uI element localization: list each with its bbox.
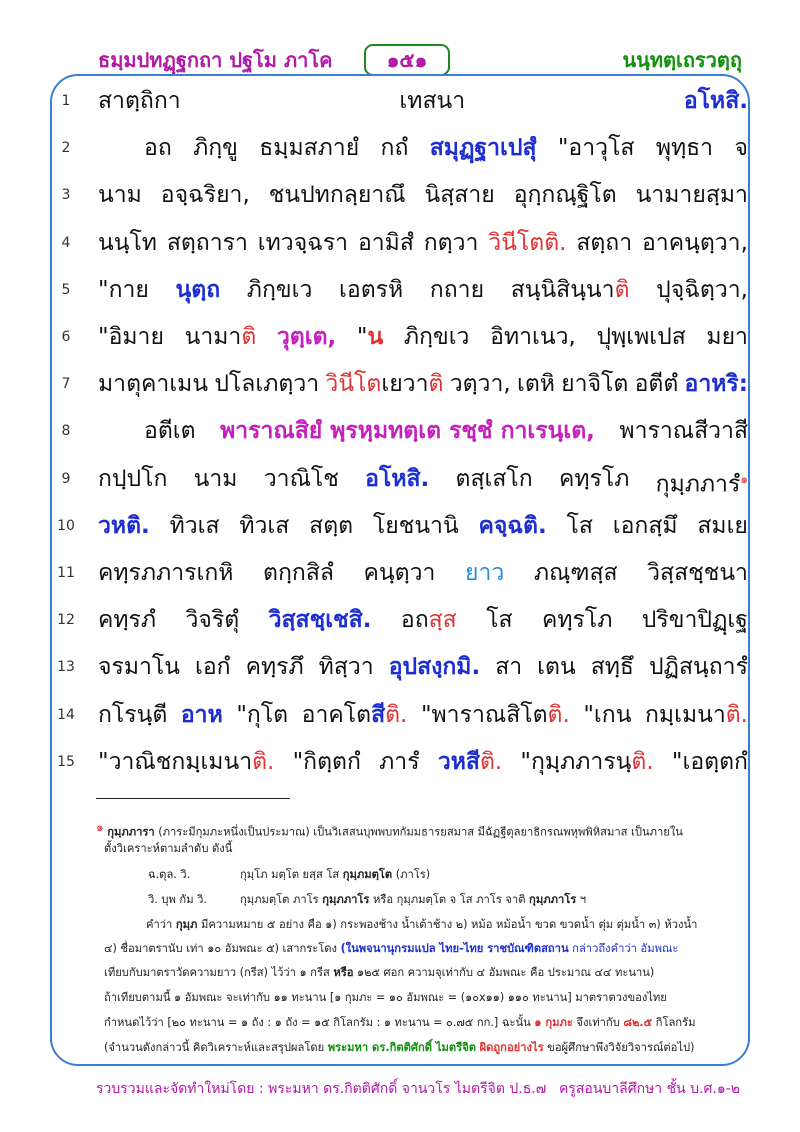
word-part: อาคโต bbox=[301, 701, 372, 728]
line-number: 13 bbox=[57, 659, 75, 676]
word: นาม bbox=[98, 182, 142, 209]
footnote-para-7: (จำนวนดังกล่าวนี้ คิดวิเคราะห์และสรุปผลโดย พระมหา ดร.กิตติศักดิ์ ไมตรีจิต ผิดถูกอย่างไร ขอผู้ศึกษาพึงวิจัยวิจารณ์ต่อไป) bbox=[104, 1041, 695, 1054]
footnote-para-4: เทียบกับมาตราวัดความยาว (กรีส) ไว้ว่า ๑ กรีส หรือ ๑๒๕ ศอก ความจุเท่ากับ ๔ อัมพณะ คือ ประมาณ ๔๔ ทะนาน) bbox=[104, 966, 655, 979]
line-number: 5 bbox=[61, 281, 71, 298]
line-text bbox=[98, 317, 748, 357]
word: คทฺรโภ bbox=[541, 607, 613, 634]
word: มาตุคาเมน bbox=[98, 371, 209, 398]
word: โส bbox=[486, 607, 513, 634]
word: ปุจฺฉิตฺวา, bbox=[656, 276, 748, 303]
word-part: ติ bbox=[428, 371, 444, 398]
word bbox=[645, 695, 748, 735]
page-number: ๑๕๑ bbox=[364, 44, 450, 76]
word-part: "วาณิชกมฺเมนา bbox=[98, 748, 253, 775]
line-number: 14 bbox=[57, 706, 75, 723]
word: ทิสฺวา bbox=[318, 654, 374, 681]
word: กตฺวา bbox=[423, 229, 479, 256]
word: กปฺปโก bbox=[98, 465, 168, 492]
word: พุทฺธา bbox=[655, 135, 714, 162]
word: ปโลเภตฺวา bbox=[214, 371, 320, 398]
word: นามายสฺมา bbox=[635, 182, 748, 209]
word: กถํ bbox=[380, 135, 409, 162]
footnote-para-5: ถ้าเทียบตามนี้ ๑ อัมพณะ จะเท่ากับ ๑๑ ทะนาน [๑ กุมภะ = ๑๐ อัมพณะ = (๑๐x๑๑) ๑๑๐ ทะนาน] มาตราตวงของไทย bbox=[104, 991, 667, 1004]
word: "เอตฺตกํ bbox=[671, 748, 748, 775]
word-part: ติ. bbox=[547, 701, 570, 728]
word-part: "พาราณสิโต bbox=[420, 701, 548, 728]
word-part: ติ bbox=[614, 276, 630, 303]
word: สมุฏฺฐาเปสุํ bbox=[429, 135, 537, 162]
footnote-para-1: $^๑$ กุมฺภภารา (ภาระมีกุมภะหนึ่งเป็นประมาณ) เป็นวิเสสนบุพพบทกัมมธารยสมาส มีฉัฏฐีตุลยาธิกรณพหุพพิหิสมาส เป็นภายใน bbox=[96, 820, 683, 839]
word: "อิมาย bbox=[98, 324, 164, 350]
word: เอกสฺมึ bbox=[612, 512, 678, 539]
line-number: 2 bbox=[61, 140, 71, 157]
word: วิจริตุํ bbox=[185, 607, 240, 634]
word: ชนปทกลฺยาณึ bbox=[268, 182, 406, 209]
word-part: วินีโต bbox=[325, 371, 382, 398]
line-number: 10 bbox=[57, 517, 75, 534]
word: อาคนฺตฺวา, bbox=[641, 229, 748, 256]
text-line bbox=[0, 270, 800, 310]
line-number: 12 bbox=[57, 612, 75, 629]
word: อตีตํ bbox=[634, 371, 679, 398]
word: วาณิโช bbox=[263, 465, 339, 492]
word: คจฺฉติ. bbox=[478, 512, 547, 539]
word: ภิกฺขเว bbox=[403, 324, 470, 350]
text-line bbox=[0, 742, 800, 782]
line-number: 3 bbox=[61, 187, 71, 204]
word-part: ติ. bbox=[631, 748, 654, 775]
word: เอกํ bbox=[194, 654, 231, 681]
line-number: 8 bbox=[61, 423, 71, 440]
text-line bbox=[0, 317, 800, 357]
word: "เกน bbox=[583, 701, 632, 728]
word: สตฺต bbox=[309, 512, 354, 539]
word: ภณฺฑสฺส bbox=[533, 560, 618, 586]
word: อามิสํ bbox=[357, 229, 414, 256]
text-line bbox=[0, 506, 800, 546]
footnote-divider bbox=[96, 798, 290, 799]
text-line bbox=[0, 175, 800, 215]
word: สทฺธึ bbox=[590, 654, 634, 681]
word-part: สี bbox=[371, 701, 386, 728]
word: อถ bbox=[144, 135, 172, 162]
word: ภารํ bbox=[379, 748, 420, 775]
word: ยาว bbox=[464, 560, 505, 586]
word: จ bbox=[734, 135, 748, 162]
word: คทฺรโภ bbox=[558, 465, 630, 492]
word: วินีโตติ. bbox=[488, 229, 567, 256]
section-title: นนฺทตฺเถรวตฺถุ bbox=[622, 48, 742, 72]
line-number: 15 bbox=[57, 753, 75, 770]
text-line bbox=[0, 81, 800, 121]
word bbox=[98, 742, 274, 782]
word: สตฺถารา bbox=[166, 229, 248, 256]
word-part: เยวา bbox=[381, 371, 429, 398]
line-text bbox=[144, 411, 748, 451]
word: "อาวุโส bbox=[557, 135, 635, 162]
word bbox=[357, 317, 383, 357]
word: พาราณสีวาสี bbox=[619, 418, 748, 445]
word bbox=[656, 459, 748, 505]
word: คนฺตฺวา bbox=[363, 560, 436, 586]
word-part: ติ. bbox=[385, 701, 408, 728]
line-text bbox=[98, 695, 748, 735]
word-part: ติ. bbox=[479, 748, 503, 775]
word: วิสฺสชฺเชสิ. bbox=[268, 607, 372, 634]
word: วตฺวา, bbox=[449, 371, 511, 398]
word: อโหสิ. bbox=[683, 88, 748, 114]
word bbox=[421, 695, 570, 735]
word-part: อถ bbox=[400, 607, 429, 634]
line-text bbox=[98, 364, 748, 404]
word: วหติ. bbox=[98, 512, 150, 539]
word bbox=[511, 270, 630, 310]
word: ปฏิสนฺถารํ bbox=[648, 654, 748, 681]
word-part: ติ. bbox=[725, 701, 748, 728]
footer-credit: รวบรวมและจัดทำใหม่โดย : พระมหา ดร.กิตติศักดิ์ จานวโร ไมตรีจิต ป.ธ.๗ bbox=[96, 1081, 547, 1097]
text-line bbox=[0, 647, 800, 687]
footnote-marker: ๑ bbox=[96, 820, 104, 834]
line-text bbox=[98, 223, 748, 263]
line-text bbox=[98, 81, 748, 121]
footnote-ref: ๑ bbox=[740, 471, 748, 486]
word: นาม bbox=[193, 465, 238, 492]
word: ธมฺมสภายํ bbox=[259, 135, 360, 162]
word: วิสฺสชฺชนา bbox=[647, 560, 748, 586]
word: อุกฺกณฺฐิโต bbox=[513, 182, 617, 209]
word: ทิวเส bbox=[239, 512, 290, 539]
word: เตน bbox=[537, 654, 576, 681]
word bbox=[185, 317, 257, 357]
word: วุตฺเต, bbox=[276, 324, 337, 350]
line-number: 1 bbox=[61, 93, 71, 109]
text-line bbox=[0, 223, 800, 263]
word bbox=[520, 742, 653, 782]
word: ภิกฺขเว bbox=[246, 276, 313, 303]
word: เอตรหิ bbox=[339, 276, 404, 303]
word-part: กมฺเมนา bbox=[645, 701, 726, 728]
word: อุปสงฺกมิ. bbox=[388, 654, 481, 681]
word: มยา bbox=[706, 324, 748, 350]
text-line bbox=[0, 411, 800, 451]
footnote-para-1-cont: ตั้งวิเคราะห์ตามลำดับ ดังนี้ bbox=[104, 842, 233, 855]
word: เตหิ bbox=[516, 371, 555, 398]
footnote-para-6: กำหนดไว้ว่า [๒๐ ทะนาน = ๑ ถัง : ๑ ถัง = ๑๕ กิโลกรัม : ๑ ทะนาน = ๐.๗๕ กก.] ฉะนั้น ๑ กุมภะ จึงเท่ากับ ๘๒.๕ กิโลกรัม bbox=[104, 1016, 696, 1029]
word: ตกฺกสิลํ bbox=[263, 560, 334, 586]
word bbox=[325, 364, 443, 404]
word: คทฺรภภารเกหิ bbox=[98, 560, 234, 586]
line-text bbox=[98, 742, 748, 782]
text-line bbox=[0, 600, 800, 640]
line-text bbox=[98, 459, 748, 505]
line-text bbox=[98, 600, 748, 640]
line-number: 9 bbox=[61, 470, 71, 487]
line-text bbox=[144, 128, 748, 168]
word: อตีเต bbox=[144, 418, 196, 445]
word-part: " bbox=[356, 324, 368, 350]
word: ทิวเส bbox=[169, 512, 220, 539]
word: "กุโต bbox=[236, 701, 289, 728]
word bbox=[401, 600, 457, 640]
word: ปริขาปิฏฺเฐ bbox=[641, 607, 748, 634]
text-line bbox=[0, 695, 800, 735]
word: อาห bbox=[180, 701, 223, 728]
text-line bbox=[0, 128, 800, 168]
word: อจฺฉริยา, bbox=[160, 182, 250, 209]
word: โส bbox=[566, 512, 593, 539]
word: สาตฺถิกา bbox=[98, 88, 181, 114]
word-part: นามา bbox=[184, 324, 242, 350]
word-part: ติ bbox=[241, 324, 257, 350]
word: กถาย bbox=[429, 276, 485, 303]
word: จรมาโน bbox=[98, 654, 180, 681]
word: กโรนฺตี bbox=[98, 701, 168, 728]
line-text bbox=[98, 553, 748, 593]
word-part: น bbox=[367, 324, 384, 350]
word: เทวจฺฉรา bbox=[257, 229, 349, 256]
line-number: 6 bbox=[61, 329, 71, 345]
text-line bbox=[0, 459, 800, 499]
word: คทฺรภํ bbox=[98, 607, 157, 634]
word: ภิกฺขู bbox=[193, 135, 238, 162]
word: ตสฺเสโก bbox=[455, 465, 533, 492]
word: สา bbox=[495, 654, 523, 681]
line-number: 4 bbox=[61, 234, 71, 251]
word-part: สฺส bbox=[428, 607, 457, 634]
word: "กิตฺตกํ bbox=[292, 748, 361, 775]
line-number: 11 bbox=[57, 565, 75, 581]
word: นิสฺสาย bbox=[424, 182, 495, 209]
word-part: วหสี bbox=[437, 748, 480, 775]
word: สตฺถา bbox=[576, 229, 633, 256]
book-title: ธมฺมปทฏฺฐกถา ปฐโม ภาโค bbox=[98, 48, 333, 72]
word: พาราณสิยํ พฺรหฺมทตฺเต รชฺชํ กาเรนฺเต, bbox=[220, 418, 595, 445]
word: อาหริ: bbox=[684, 371, 748, 398]
word: เทสนา bbox=[399, 88, 466, 114]
line-number: 7 bbox=[61, 376, 71, 393]
word-part: "กุมฺภภารนฺ bbox=[520, 748, 632, 775]
text-line bbox=[0, 553, 800, 593]
line-text bbox=[98, 175, 748, 215]
footnote-row-2: กุมฺภมตฺโต ภาโร กุมฺภภาโร หรือ กุมฺภมตฺโต จ โส ภาโร จาติ กุมฺภภาโร ฯ bbox=[240, 893, 587, 906]
word: ยาจิโต bbox=[561, 371, 629, 398]
footnote-row-label-2: วิ. บุพ กัม วิ. bbox=[148, 893, 207, 906]
footnote-para-2: คำว่า กุมฺภ มีความหมาย ๕ อย่าง คือ ๑) กระพองช้าง น้ำเต้าช้าง ๒) หม้อ หม้อน้ำ ขวด ขวดน้ำ ตุ่ม ตุ่มน้ำ ๓) ห้วงน้ำ bbox=[146, 918, 698, 931]
line-text bbox=[98, 270, 748, 310]
footnote-para-3: ๔) ชื่อมาตรานับ เท่า ๑๐ อัมพณะ ๕) เสากระโดง (ในพจนานุกรมแปล ไทย-ไทย ราชบัณฑิตสถาน กล่าวถึงคำว่า อัมพณะ bbox=[104, 942, 679, 955]
text-line bbox=[0, 364, 800, 404]
word-part: ติ. bbox=[252, 748, 275, 775]
word: โยชนานิ bbox=[372, 512, 459, 539]
word: ปุพฺเพเปส bbox=[596, 324, 686, 350]
word: สมเย bbox=[697, 512, 748, 539]
line-text bbox=[98, 506, 748, 546]
word-part: กุมฺภภารํ bbox=[655, 471, 741, 498]
word bbox=[438, 742, 502, 782]
word bbox=[302, 695, 408, 735]
word: นนฺโท bbox=[98, 229, 157, 256]
footnote-row-label-1: ฉ.ตุล. วิ. bbox=[148, 868, 191, 881]
word: อิทาเนว, bbox=[490, 324, 576, 350]
footer-course: ครูสอนบาลีศึกษา ชั้น บ.ศ.๑-๒ bbox=[558, 1081, 740, 1097]
word: นุตฺถ bbox=[175, 276, 221, 303]
footnote-row-1: กุมฺโภ มตฺโต ยสฺส โส กุมฺภมตฺโต (ภาโร) bbox=[240, 868, 431, 881]
word: อโหสิ. bbox=[365, 465, 430, 492]
word: คทฺรภึ bbox=[245, 654, 304, 681]
line-text bbox=[98, 647, 748, 687]
word-part: สนฺนิสินฺนา bbox=[510, 276, 615, 303]
word: "กาย bbox=[98, 276, 149, 303]
